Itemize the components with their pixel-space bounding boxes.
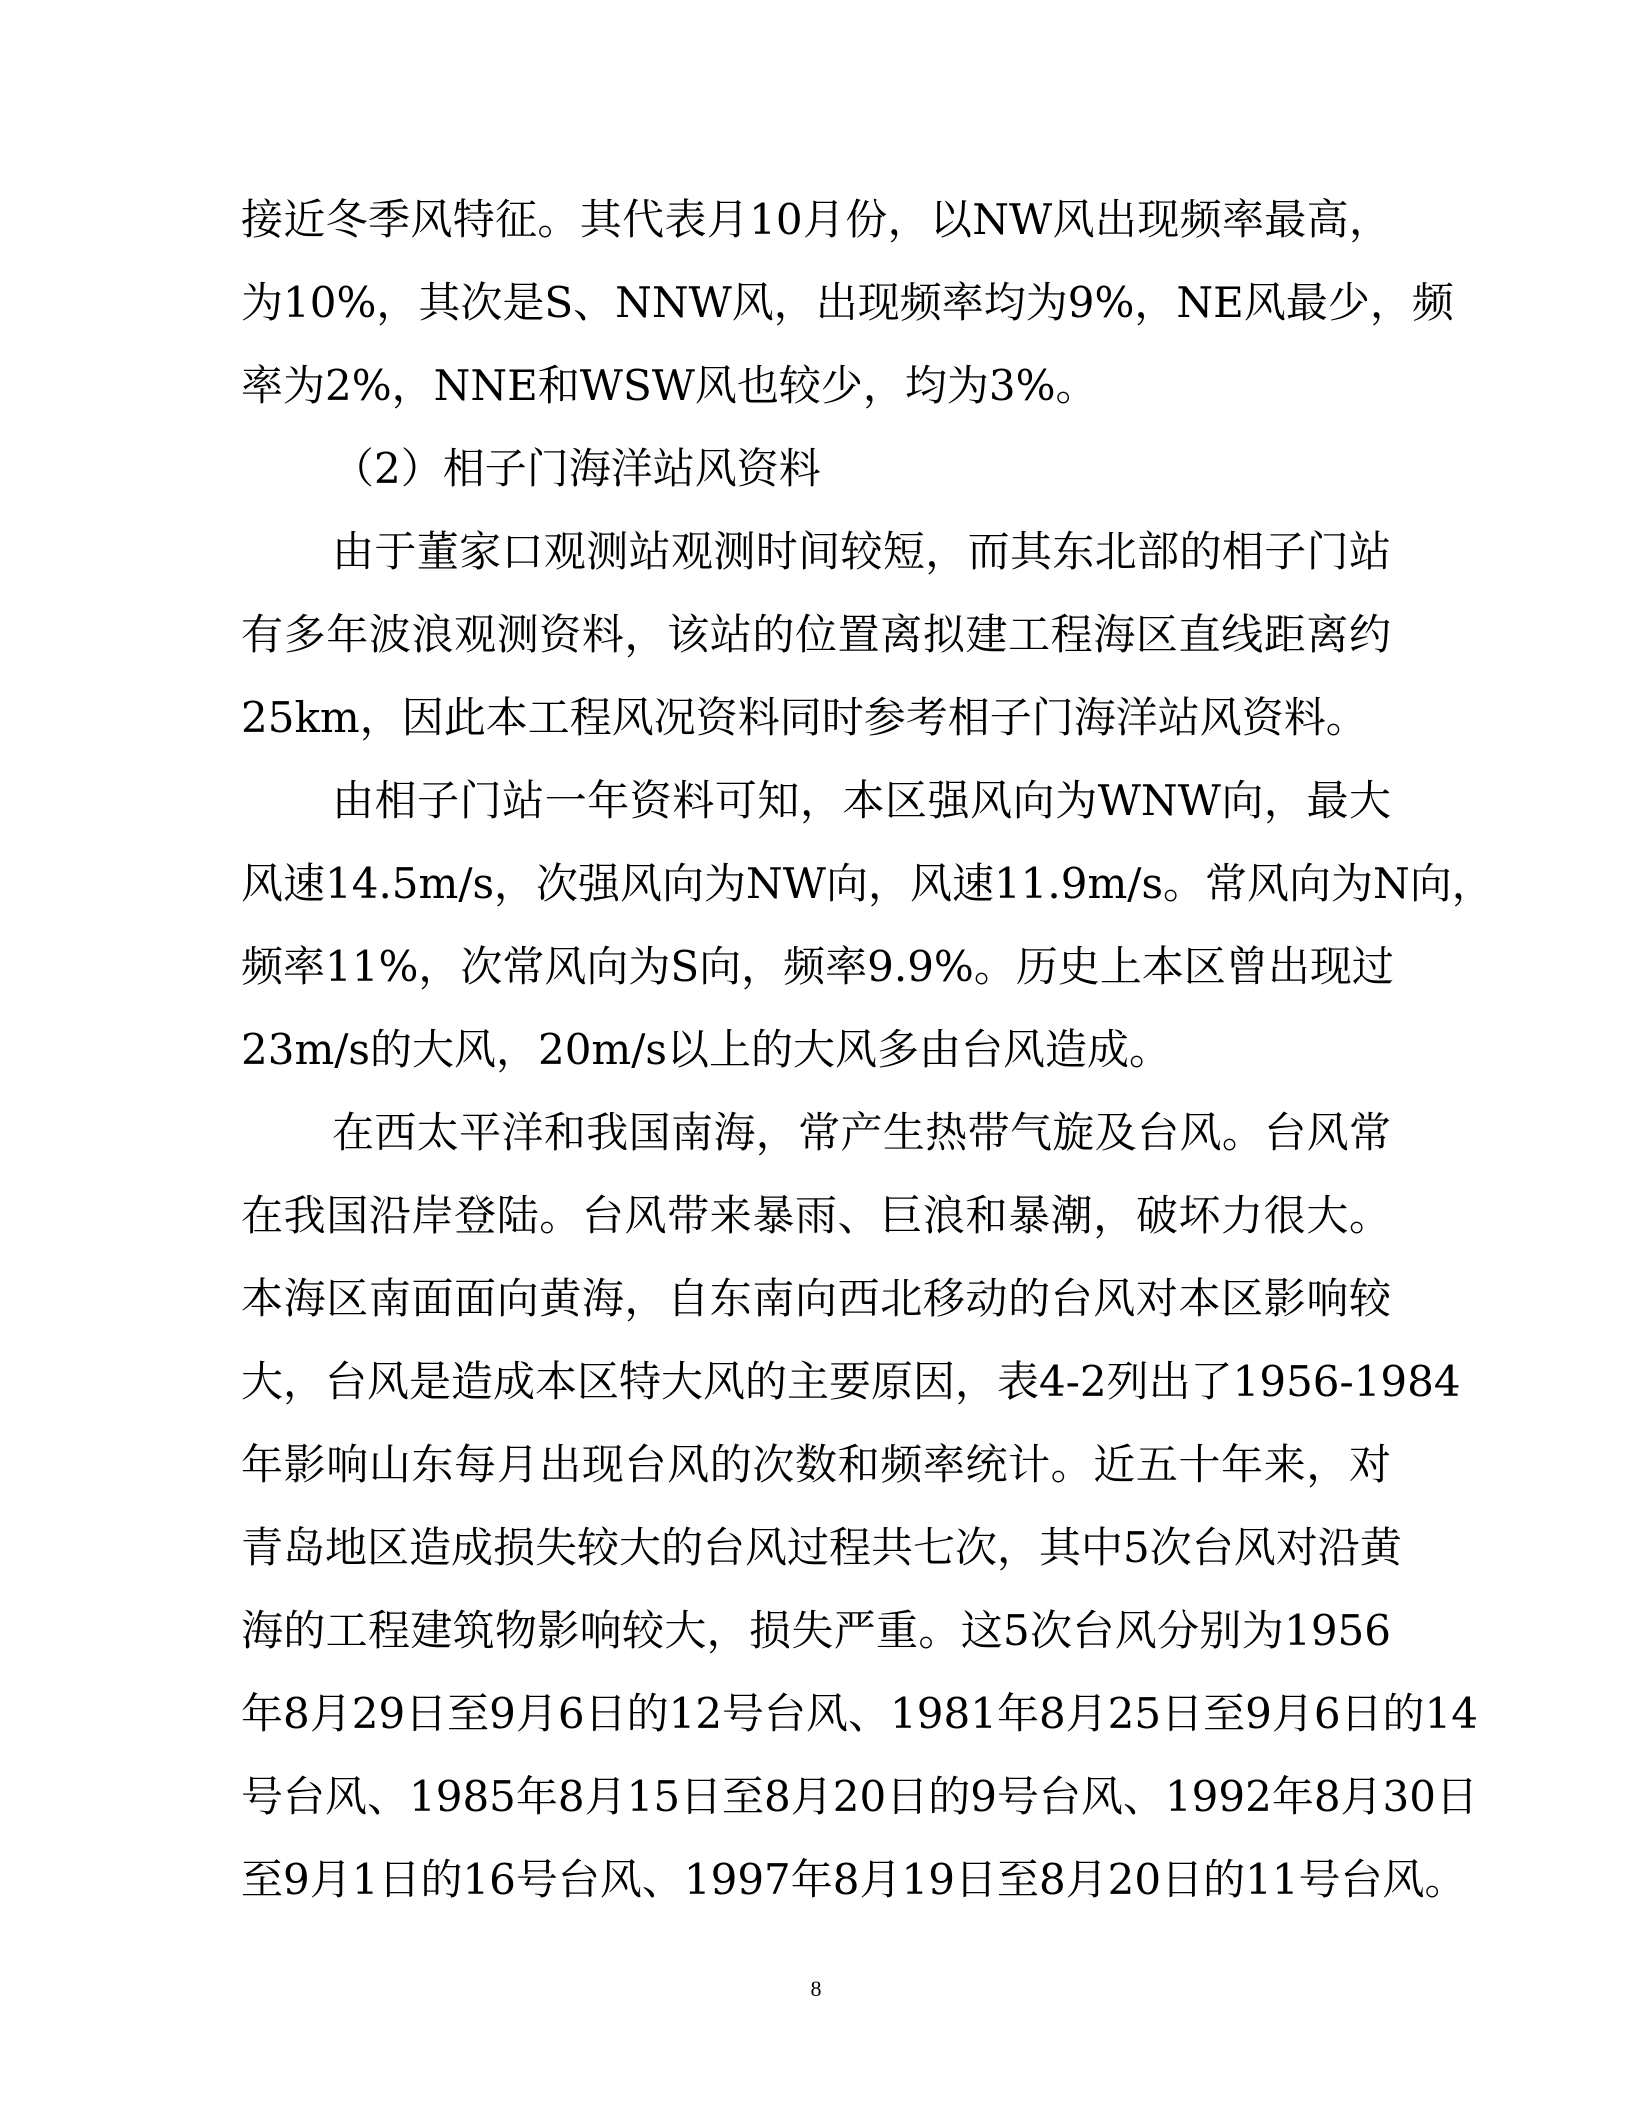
text-line: 本海区南面面向黄海，自东南向西北移动的台风对本区影响较 <box>241 1274 1391 1323</box>
text-line: 海的工程建筑物影响较大，损失严重。这5次台风分别为1956 <box>241 1606 1391 1655</box>
text-line: 青岛地区造成损失较大的台风过程共七次，其中5次台风对沿黄 <box>241 1523 1402 1572</box>
section-heading: （2）相子门海洋站风资料 <box>332 444 821 493</box>
text-line: 年影响山东每月出现台风的次数和频率统计。近五十年来，对 <box>241 1440 1391 1489</box>
text-line: 风速14.5m/s，次强风向为NW向，风速11.9m/s。常风向为N向， <box>241 859 1494 908</box>
text-line: 为10%，其次是S、NNW风，出现频率均为9%，NE风最少，频 <box>241 278 1454 327</box>
text-line: 大，台风是造成本区特大风的主要原因，表4-2列出了1956-1984 <box>241 1357 1461 1406</box>
text-line: 25km，因此本工程风况资料同时参考相子门海洋站风资料。 <box>241 693 1368 742</box>
text-line: 至9月1日的16号台风、1997年8月19日至8月20日的11号台风。 <box>241 1855 1467 1904</box>
text-line: 号台风、1985年8月15日至8月20日的9号台风、1992年8月30日 <box>241 1772 1478 1821</box>
text-line: 年8月29日至9月6日的12号台风、1981年8月25日至9月6日的14 <box>241 1689 1478 1738</box>
paragraph-first-line: 由相子门站一年资料可知，本区强风向为WNW向，最大 <box>332 776 1391 825</box>
text-line: 频率11%，次常风向为S向，频率9.9%。历史上本区曾出现过 <box>241 942 1394 991</box>
text-line: 率为2%，NNE和WSW风也较少，均为3%。 <box>241 361 1098 410</box>
paragraph-first-line: 在西太平洋和我国南海，常产生热带气旋及台风。台风常 <box>332 1108 1391 1157</box>
text-line: 23m/s的大风，20m/s以上的大风多由台风造成。 <box>241 1025 1171 1074</box>
body-text <box>241 178 1494 1921</box>
text-line: 有多年波浪观测资料，该站的位置离拟建工程海区直线距离约 <box>241 610 1391 659</box>
page-number: 8 <box>810 1976 822 2001</box>
paragraph-first-line: 由于董家口观测站观测时间较短，而其东北部的相子门站 <box>332 527 1391 576</box>
text-line: 接近冬季风特征。其代表月10月份，以NW风出现频率最高， <box>241 195 1391 244</box>
text-line: 在我国沿岸登陆。台风带来暴雨、巨浪和暴潮，破坏力很大。 <box>241 1191 1391 1240</box>
